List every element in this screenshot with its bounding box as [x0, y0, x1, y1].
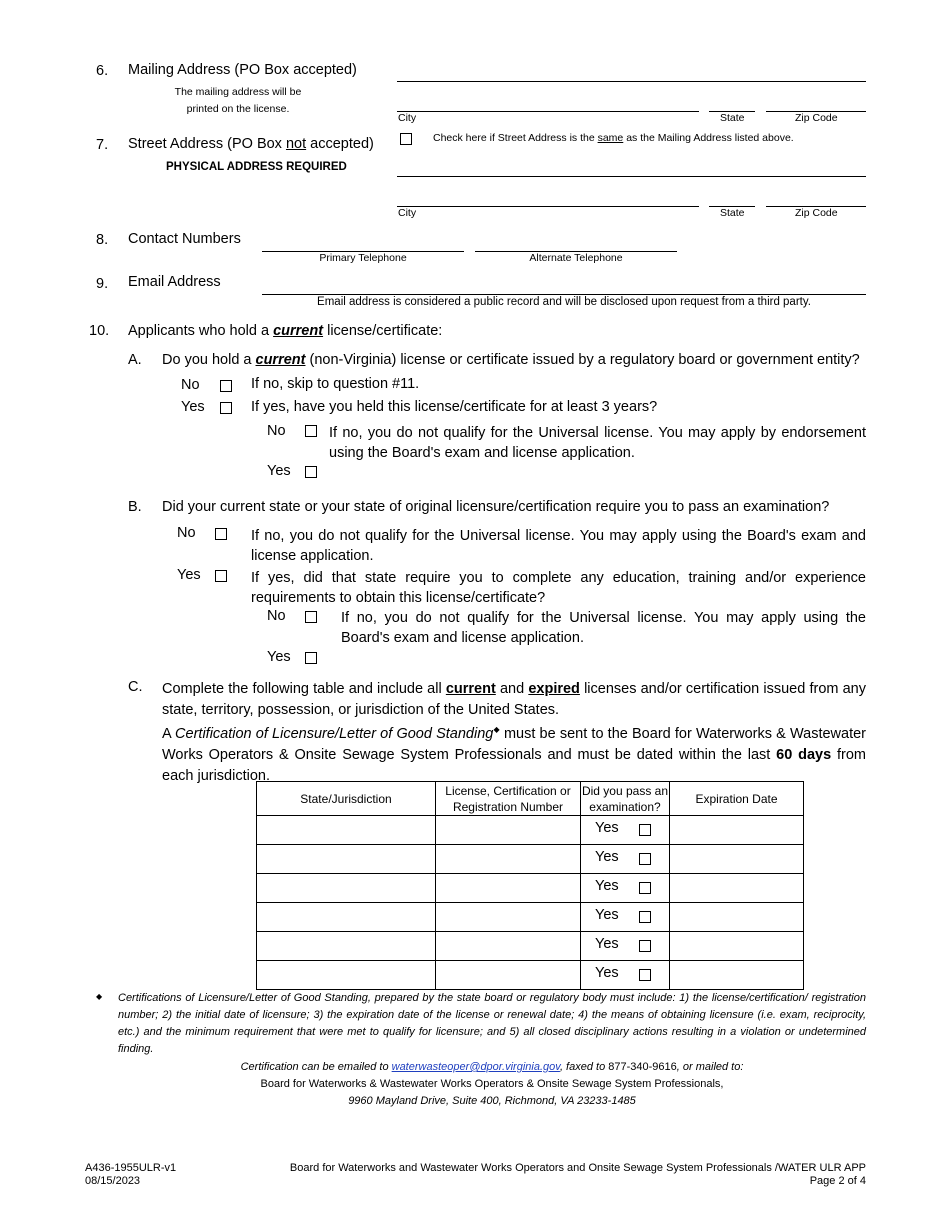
license-number-cell[interactable] — [436, 874, 581, 903]
q10a-no-label: No — [181, 377, 200, 393]
expiration-cell[interactable] — [670, 845, 804, 874]
q7-number: 7. — [96, 137, 109, 153]
street-city-line[interactable] — [397, 206, 699, 207]
q10c-paragraph: Complete the following table and include all current and expired licenses and/or certification issued from any state, territory, possession, or jurisdiction of the United States. A Certification of Licensure/Letter of Good Standing◆ must be sent to the Board for Waterworks & Wastewater Works Operators & Onsite Sewage System Professionals and must be dated within the last 60 days from each jurisdiction. — [162, 681, 866, 784]
header-expiration-date: Expiration Date — [670, 782, 804, 816]
board-email-link[interactable]: waterwasteoper@dpor.virginia.gov — [391, 1061, 560, 1073]
same-as-mailing-text: Check here if Street Address is the same as the Mailing Address listed above. — [433, 132, 794, 144]
exam-yes-checkbox[interactable] — [639, 911, 651, 923]
state-cell[interactable] — [257, 961, 436, 990]
q6-label: Mailing Address (PO Box accepted) — [128, 62, 357, 78]
mailing-city-caption: City — [398, 112, 417, 124]
form-id-block — [85, 1162, 176, 1188]
q7-label: Street Address (PO Box not accepted) — [128, 136, 374, 152]
header-license-number: License, Certification or Registration Number — [436, 782, 581, 816]
q10b-yes-text: If yes, did that state require you to complete any education, training and/or experience requirements to obtain this license/certificate? — [251, 570, 866, 606]
exam-yes-checkbox[interactable] — [639, 940, 651, 952]
table-row — [257, 874, 804, 903]
q10a-sub-no-label: No — [267, 423, 286, 439]
street-zip-caption: Zip Code — [795, 207, 838, 219]
mailing-address-line1[interactable] — [397, 81, 866, 82]
q10a-yes-text: If yes, have you held this license/certificate for at least 3 years? — [251, 399, 658, 415]
form-id: A436-1955ULR-v1 — [85, 1162, 177, 1174]
exam-cell — [581, 903, 670, 932]
license-number-cell[interactable] — [436, 816, 581, 845]
footnote-bullet: ◆ — [96, 992, 103, 1001]
exam-cell — [581, 961, 670, 990]
state-cell[interactable] — [257, 932, 436, 961]
street-state-caption: State — [720, 207, 745, 219]
footnote-text: Certifications of Licensure/Letter of Good Standing, prepared by the state board or regulatory body must include: 1) the license/certification/ registration number; 2) the initial date of licensure; 3) the expiration date of the license or renewal date; 4) the means of obtaining licensure (i.e. exam, reciprocity, etc.) and the minimum requirement that were met to qualify for licensure; and 5) all closed disciplinary actions resulting in a violation or undetermined finding. — [118, 992, 866, 1055]
expiration-cell[interactable] — [670, 903, 804, 932]
q10a-sub-no-checkbox[interactable] — [305, 425, 317, 437]
table-row — [257, 961, 804, 990]
exam-yes-label: Yes — [595, 820, 619, 836]
q10b-question: Did your current state or your state of original licensure/certification require you to pass an examination? — [162, 499, 830, 515]
q10a-question: Do you hold a current (non-Virginia) license or certificate issued by a regulatory board or government entity? — [162, 352, 860, 368]
q10b-sub-no-checkbox[interactable] — [305, 611, 317, 623]
q10a-sub-no-text: If no, you do not qualify for the Universal license. You may apply by endorsement using the Board's exam and license application. — [329, 425, 866, 461]
certification-contact: Certification can be emailed to waterwasteoper@dpor.virginia.gov, faxed to 877-340-9616, or mailed to: — [240, 1061, 744, 1073]
primary-telephone-caption: Primary Telephone — [319, 252, 407, 264]
q8-label: Contact Numbers — [128, 231, 241, 247]
exam-cell — [581, 816, 670, 845]
q10a-yes-label: Yes — [181, 399, 205, 415]
street-address-line1[interactable] — [397, 176, 866, 177]
expiration-cell[interactable] — [670, 874, 804, 903]
q10b-letter: B. — [128, 499, 142, 515]
exam-cell — [581, 932, 670, 961]
licenses-table — [256, 781, 804, 990]
q10b-yes-checkbox[interactable] — [215, 570, 227, 582]
q10a-no-text: If no, skip to question #11. — [251, 376, 420, 392]
board-mailing-name: Board for Waterworks & Wastewater Works Operators & Onsite Sewage System Professionals, — [260, 1078, 724, 1090]
q10b-sub-no-text: If no, you do not qualify for the Universal license. You may apply using the Board's exam and license application. — [341, 610, 866, 646]
license-number-cell[interactable] — [436, 961, 581, 990]
q10a-yes-checkbox[interactable] — [220, 402, 232, 414]
expiration-cell[interactable] — [670, 932, 804, 961]
q10b-sub-no-label: No — [267, 608, 286, 624]
state-cell[interactable] — [257, 874, 436, 903]
exam-cell — [581, 845, 670, 874]
state-cell[interactable] — [257, 816, 436, 845]
table-row — [257, 903, 804, 932]
table-row — [257, 816, 804, 845]
mailing-zip-caption: Zip Code — [795, 112, 838, 124]
email-public-record-note: Email address is considered a public record and will be disclosed upon request from a third party. — [317, 296, 811, 308]
q10b-no-checkbox[interactable] — [215, 528, 227, 540]
email-address-line[interactable] — [262, 294, 866, 295]
physical-address-required: PHYSICAL ADDRESS REQUIRED — [166, 161, 347, 173]
q6-number: 6. — [96, 63, 109, 79]
exam-yes-checkbox[interactable] — [639, 882, 651, 894]
mailing-city-line[interactable] — [397, 111, 699, 112]
q10b-yes-label: Yes — [177, 567, 201, 583]
header-state-jurisdiction: State/Jurisdiction — [257, 782, 436, 816]
q6-note: The mailing address will be printed on the license. — [174, 86, 302, 115]
q10a-no-checkbox[interactable] — [220, 380, 232, 392]
exam-yes-checkbox[interactable] — [639, 969, 651, 981]
q10a-sub-yes-checkbox[interactable] — [305, 466, 317, 478]
form-date: 08/15/2023 — [85, 1175, 141, 1187]
license-number-cell[interactable] — [436, 845, 581, 874]
exam-yes-label: Yes — [595, 936, 619, 952]
exam-yes-checkbox[interactable] — [639, 824, 651, 836]
page-number: Page 2 of 4 — [809, 1175, 866, 1187]
q10b-no-text: If no, you do not qualify for the Universal license. You may apply using the Board's exam and license application. — [251, 528, 866, 564]
same-as-mailing-checkbox[interactable] — [400, 133, 412, 145]
state-cell[interactable] — [257, 903, 436, 932]
table-header-row — [257, 782, 804, 816]
table-row — [257, 932, 804, 961]
q10b-sub-yes-checkbox[interactable] — [305, 652, 317, 664]
q10c-letter: C. — [128, 679, 143, 695]
q10a-sub-yes-label: Yes — [267, 463, 291, 479]
board-mailing-address: 9960 Mayland Drive, Suite 400, Richmond, VA 23233-1485 — [348, 1095, 636, 1107]
q10-intro: Applicants who hold a current license/certificate: — [128, 323, 443, 339]
q8-number: 8. — [96, 232, 109, 248]
table-row — [257, 845, 804, 874]
exam-yes-checkbox[interactable] — [639, 853, 651, 865]
q10a-letter: A. — [128, 352, 142, 368]
exam-cell — [581, 874, 670, 903]
q10-number: 10. — [89, 323, 110, 339]
q9-label: Email Address — [128, 274, 221, 290]
header-passed-exam: Did you pass an examination? — [581, 783, 669, 814]
q10b-sub-yes-label: Yes — [267, 649, 291, 665]
exam-yes-label: Yes — [595, 878, 619, 894]
exam-yes-label: Yes — [595, 907, 619, 923]
state-cell[interactable] — [257, 845, 436, 874]
alternate-telephone-caption: Alternate Telephone — [529, 252, 623, 264]
page-footer-right — [290, 1162, 866, 1188]
expiration-cell[interactable] — [670, 816, 804, 845]
mailing-state-caption: State — [720, 112, 745, 124]
q10b-no-label: No — [177, 525, 196, 541]
street-city-caption: City — [398, 207, 417, 219]
license-number-cell[interactable] — [436, 903, 581, 932]
board-title: Board for Waterworks and Wastewater Works Operators and Onsite Sewage System Professionals /WATER ULR APP — [289, 1162, 866, 1174]
expiration-cell[interactable] — [670, 961, 804, 990]
exam-yes-label: Yes — [595, 849, 619, 865]
license-number-cell[interactable] — [436, 932, 581, 961]
q9-number: 9. — [96, 276, 109, 292]
exam-yes-label: Yes — [595, 965, 619, 981]
